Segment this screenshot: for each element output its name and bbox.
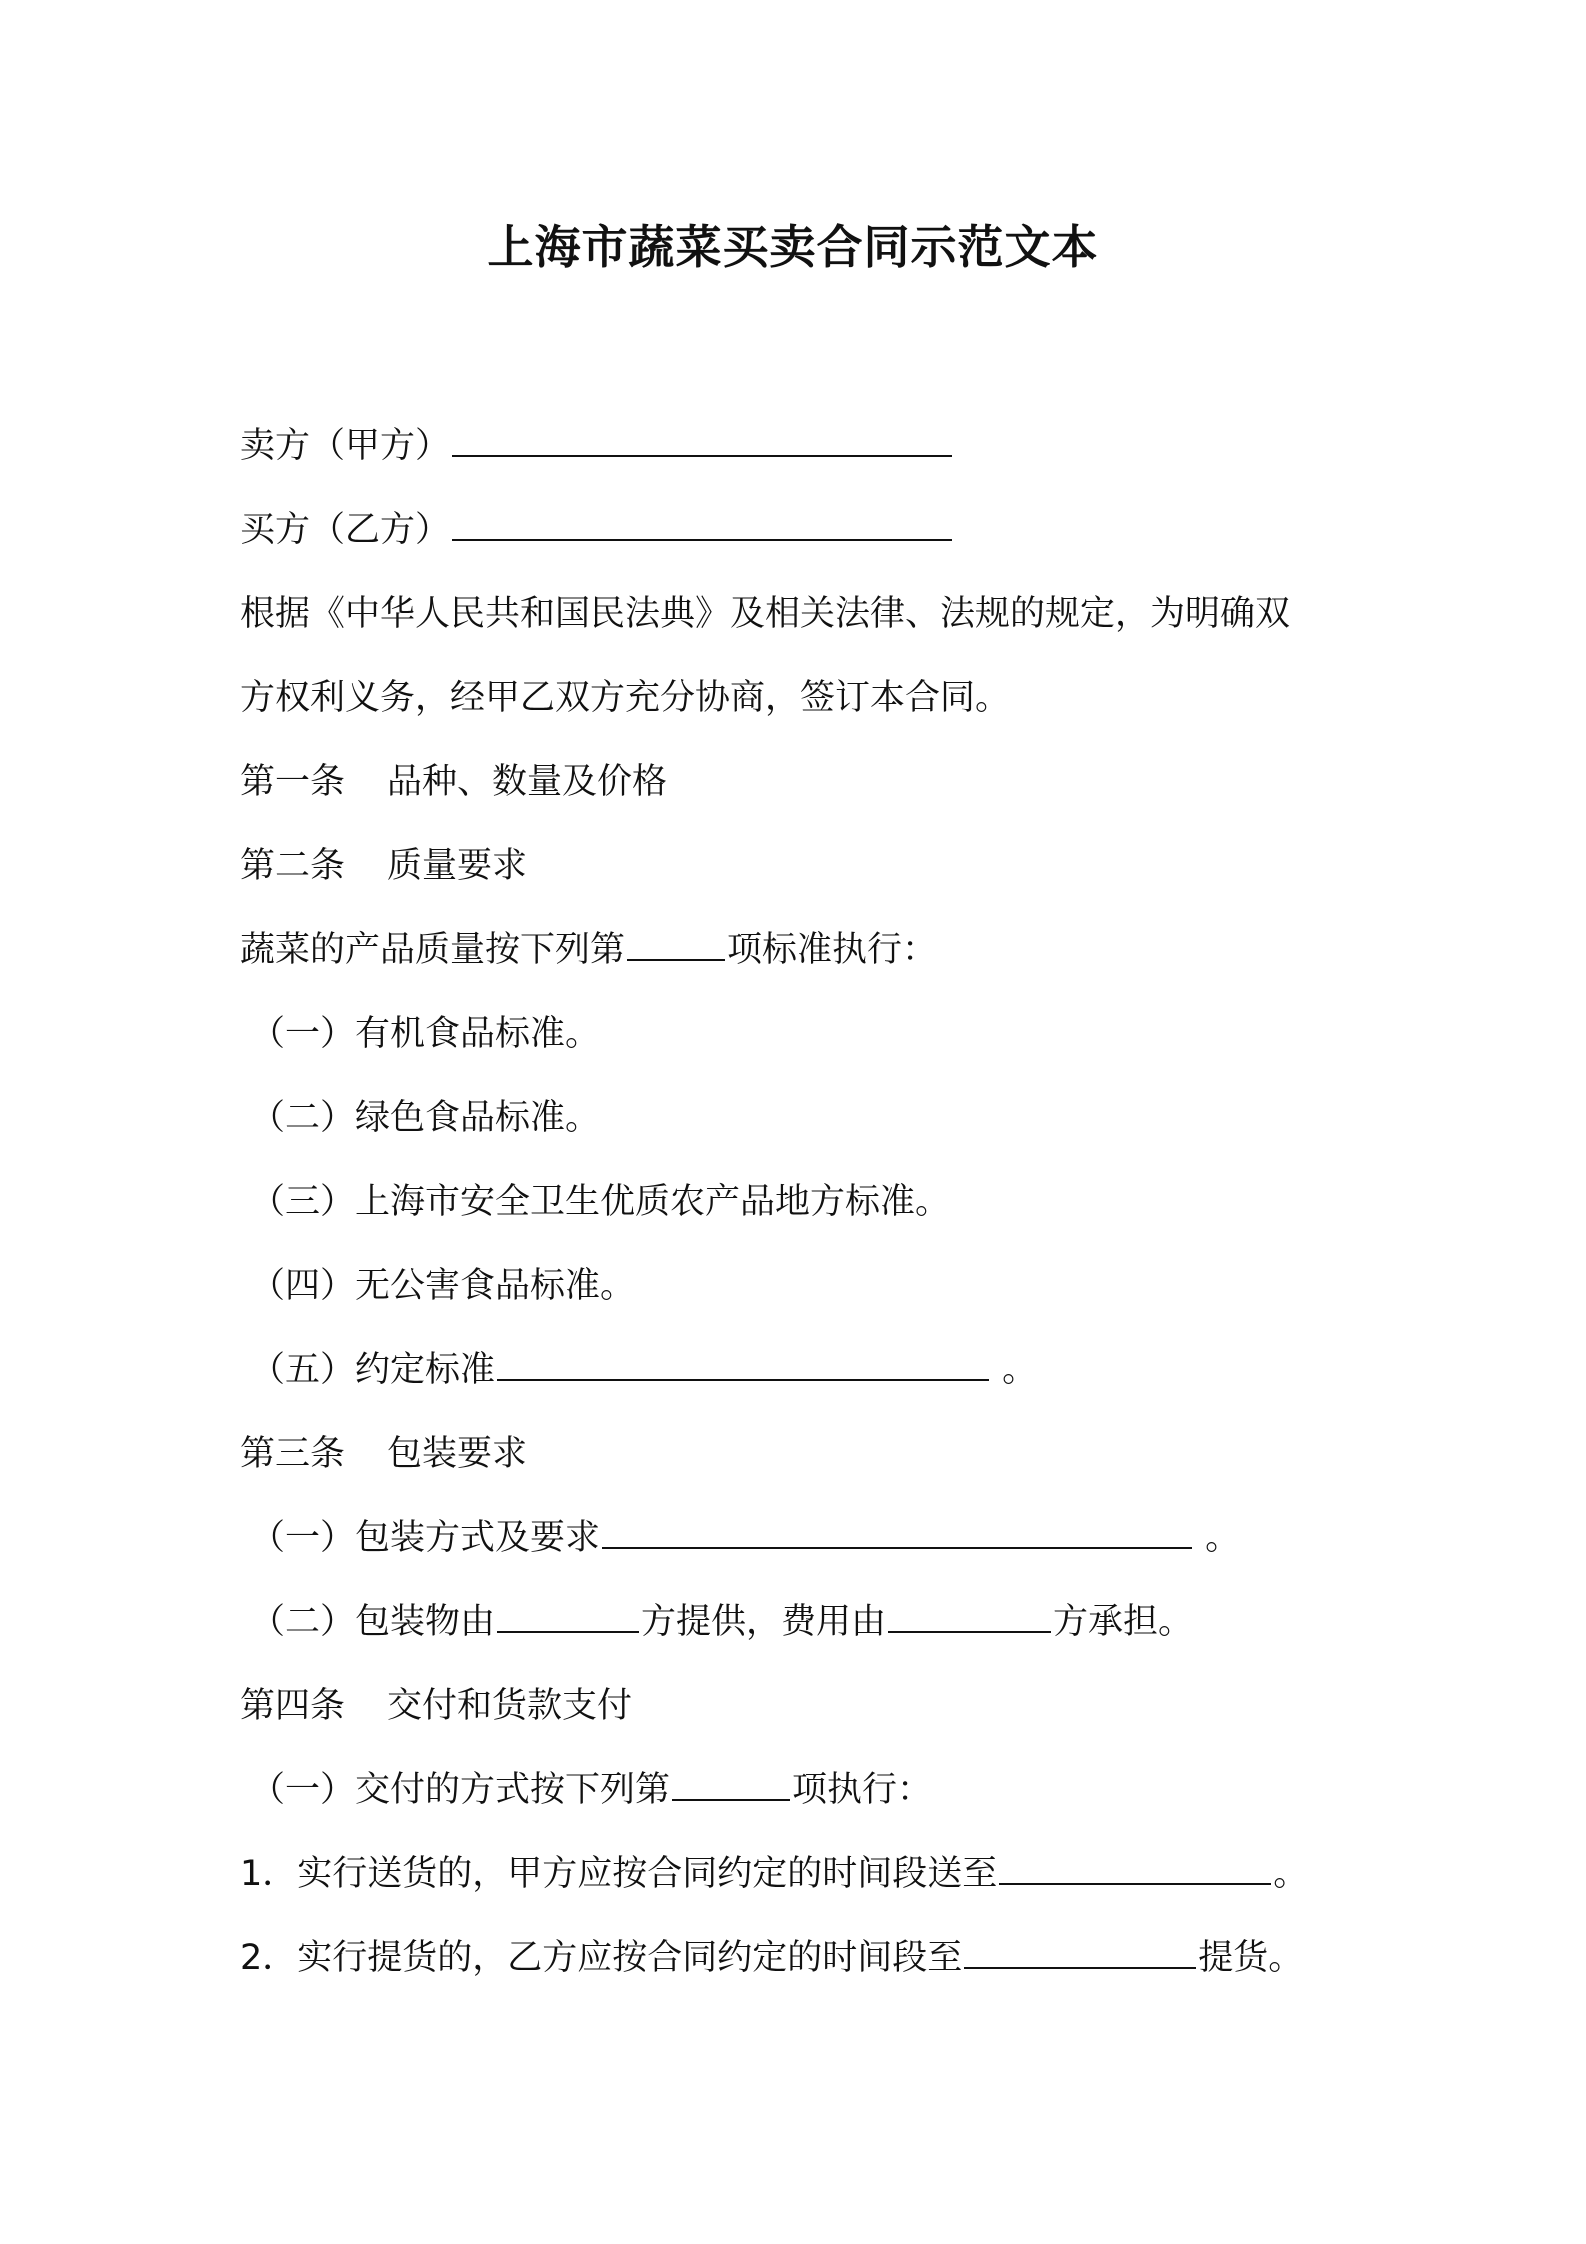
seller-blank	[452, 417, 952, 457]
article-4	[240, 1664, 1380, 1748]
article-1	[240, 740, 1380, 824]
article-2	[240, 824, 1380, 908]
quality-intro-text: 蔬菜的产品质量按下列第	[240, 930, 626, 970]
quality-item-1: （一）有机食品标准。	[250, 1014, 601, 1054]
delivery-option-1	[240, 1832, 1380, 1916]
article-3-heading: 包装要求	[387, 1434, 528, 1474]
packaging-item-1-end: 。	[1194, 1518, 1241, 1558]
delivery-method	[240, 1748, 1380, 1832]
article-4-number: 第四条	[240, 1686, 346, 1726]
intro-line-1: 根据《中华人民共和国民法典》及相关法律、法规的规定，为明确双	[240, 594, 1291, 634]
quality-item-5	[240, 1328, 1380, 1412]
delivery-method-tail: 项执行：	[792, 1770, 933, 1810]
buyer-blank	[452, 501, 952, 541]
quality-intro-tail: 项标准执行：	[727, 930, 938, 970]
delivery-option-2-end: 提货。	[1198, 1938, 1304, 1978]
article-1-number: 第一条	[240, 762, 346, 802]
packaging-item-1	[240, 1496, 1380, 1580]
article-3-number: 第三条	[240, 1434, 346, 1474]
document-title: 上海市蔬菜买卖合同示范文本	[487, 220, 1099, 274]
packaging-provider-blank	[497, 1593, 639, 1633]
article-2-number: 第二条	[240, 846, 346, 886]
delivery-option-1-text: 1．实行送货的，甲方应按合同约定的时间段送至	[240, 1854, 998, 1894]
buyer-label: 买方（乙方）	[240, 510, 451, 550]
document-body	[240, 404, 1380, 2000]
quality-item-5-label: （五）约定标准	[250, 1350, 496, 1390]
packaging-cost-blank	[888, 1593, 1051, 1633]
article-4-heading: 交付和货款支付	[387, 1686, 633, 1726]
packaging-method-blank	[602, 1509, 1192, 1549]
packaging-item-2-mid: 方提供，费用由	[641, 1602, 887, 1642]
packaging-item-2-end: 方承担。	[1053, 1602, 1194, 1642]
quality-intro	[240, 908, 1380, 992]
delivery-option-2	[240, 1916, 1380, 2000]
quality-choice-blank	[627, 921, 725, 961]
quality-item-5-end: 。	[991, 1350, 1038, 1390]
delivery-option-2-text: 2．实行提货的，乙方应按合同约定的时间段至	[240, 1938, 963, 1978]
article-3	[240, 1412, 1380, 1496]
intro-line-2: 方权利义务，经甲乙双方充分协商，签订本合同。	[240, 678, 1011, 718]
article-2-heading: 质量要求	[387, 846, 528, 886]
article-1-heading: 品种、数量及价格	[387, 762, 668, 802]
pickup-location-blank	[964, 1929, 1196, 1969]
packaging-item-2-label: （二）包装物由	[250, 1602, 496, 1642]
quality-item-2: （二）绿色食品标准。	[250, 1098, 601, 1138]
quality-item-3: （三）上海市安全卫生优质农产品地方标准。	[250, 1182, 951, 1222]
packaging-item-1-label: （一）包装方式及要求	[250, 1518, 601, 1558]
buyer-line	[240, 488, 1380, 572]
packaging-item-2	[240, 1580, 1380, 1664]
quality-standard-blank	[497, 1341, 989, 1381]
delivery-method-label: （一）交付的方式按下列第	[250, 1770, 671, 1810]
delivery-option-1-end: 。	[1273, 1854, 1309, 1894]
delivery-choice-blank	[672, 1761, 790, 1801]
seller-line	[240, 404, 1380, 488]
quality-item-4: （四）无公害食品标准。	[250, 1266, 636, 1306]
seller-label: 卖方（甲方）	[240, 426, 451, 466]
delivery-destination-blank	[999, 1845, 1271, 1885]
